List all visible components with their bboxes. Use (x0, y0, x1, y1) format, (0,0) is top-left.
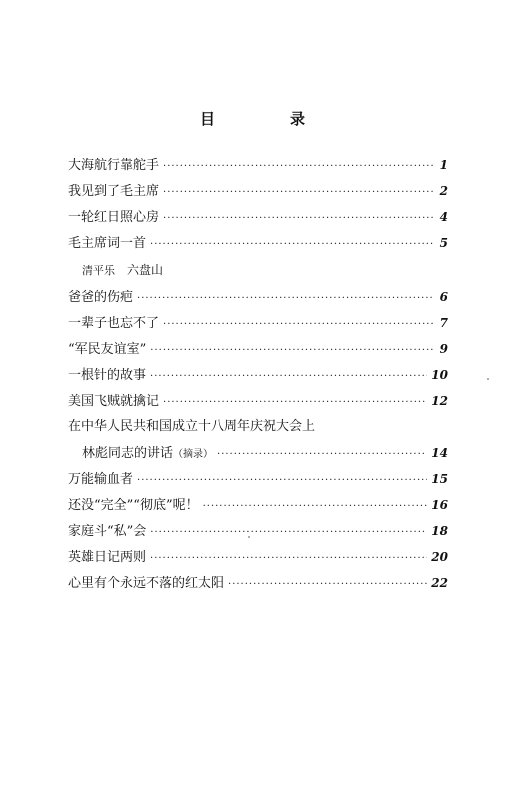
toc-entry[interactable] (68, 570, 448, 596)
toc-entry[interactable] (68, 284, 448, 310)
leader-dots (150, 338, 434, 364)
toc-entry-title: 心里有个永远不落的红太阳 (68, 576, 225, 591)
toc-entry[interactable] (68, 230, 448, 256)
scan-speck (487, 378, 489, 380)
toc-subentry-title: 六盘山 (127, 263, 164, 277)
toc-entry[interactable] (68, 152, 448, 178)
toc-entry-title: 一根针的故事 (68, 368, 147, 383)
toc-entry-title (82, 441, 213, 468)
toc-entry-title: “军民友谊室” (68, 342, 147, 357)
toc-entry-title: 还没“完全”“彻底”呢！ (68, 498, 199, 513)
leader-dots (137, 468, 427, 494)
toc-entry-page: 20 (431, 550, 448, 564)
leader-dots (150, 232, 434, 258)
toc-entry[interactable] (68, 178, 448, 204)
toc-entry-heading[interactable] (68, 414, 448, 440)
toc-entry-page: 12 (431, 394, 448, 408)
toc-entry[interactable] (68, 336, 448, 362)
leader-dots (203, 494, 428, 520)
toc-entry-title: 我见到了毛主席 (68, 184, 160, 199)
leader-dots (217, 442, 427, 468)
toc-entry[interactable] (68, 204, 448, 230)
toc-entry[interactable] (68, 310, 448, 336)
toc-entry[interactable] (68, 440, 448, 466)
toc-entry-page: 7 (439, 316, 448, 330)
toc-entry-page: 9 (439, 342, 448, 356)
leader-dots (163, 154, 434, 180)
toc-entry[interactable] (68, 492, 448, 518)
leader-dots (163, 312, 434, 338)
leader-dots (150, 520, 427, 546)
toc-entry[interactable] (68, 466, 448, 492)
toc-entry-page: 10 (431, 368, 448, 382)
toc-entry-title: 大海航行靠舵手 (68, 158, 160, 173)
toc-entry-title: 毛主席词一首 (68, 236, 147, 251)
scan-speck (248, 536, 250, 538)
toc-entry-page: 22 (431, 576, 448, 590)
toc-subentry (68, 256, 448, 284)
toc-entry-note: （摘录） (173, 449, 214, 460)
toc-entry-page: 4 (439, 210, 448, 224)
leader-dots (163, 390, 427, 416)
toc-entry-title: 英雄日记两则 (68, 550, 147, 565)
leader-dots (150, 364, 427, 390)
toc-entry-title: 美国飞贼就擒记 (68, 394, 160, 409)
toc-entry-page: 5 (439, 236, 448, 250)
leader-dots (137, 286, 434, 312)
toc-entry-title: 在中华人民共和国成立十八周年庆祝大会上 (68, 419, 316, 434)
leader-dots (150, 546, 427, 572)
toc-entry-title: 一辈子也忘不了 (68, 316, 160, 331)
toc-entry-title: 一轮红日照心房 (68, 210, 160, 225)
toc-entry[interactable] (68, 518, 448, 544)
toc-entry-title: 家庭斗“私”会 (68, 524, 147, 539)
table-of-contents (68, 152, 448, 596)
toc-entry[interactable] (68, 544, 448, 570)
toc-entry-title: 万能输血者 (68, 472, 134, 487)
toc-entry-page: 1 (439, 158, 448, 172)
page-title: 目 录 (199, 110, 335, 128)
leader-dots (163, 180, 434, 206)
leader-dots (163, 206, 434, 232)
toc-entry[interactable] (68, 362, 448, 388)
toc-entry-page: 15 (431, 472, 448, 486)
toc-entry-page: 14 (431, 446, 448, 460)
toc-entry-page: 18 (431, 524, 448, 538)
toc-entry-page: 6 (439, 290, 448, 304)
toc-entry-page: 16 (431, 498, 448, 512)
leader-dots (228, 572, 427, 598)
toc-subentry-tune: 清平乐 (82, 264, 115, 277)
toc-entry-page: 2 (439, 184, 448, 198)
toc-entry[interactable] (68, 388, 448, 414)
toc-entry-title-text: 林彪同志的讲话 (82, 446, 174, 461)
toc-entry-title: 爸爸的伤疤 (68, 290, 134, 305)
